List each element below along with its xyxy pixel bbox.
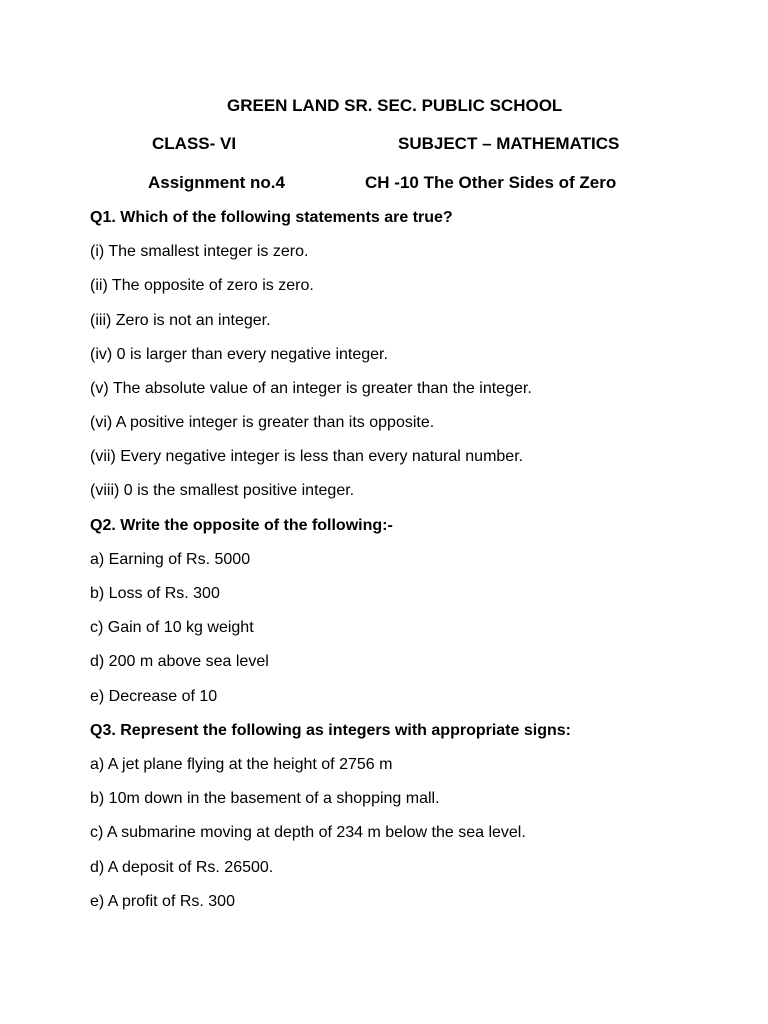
- q2-item: c) Gain of 10 kg weight: [90, 619, 254, 636]
- q1-item: (iv) 0 is larger than every negative integer.: [90, 346, 388, 363]
- q2-item: e) Decrease of 10: [90, 688, 218, 705]
- class-label: CLASS- VI: [152, 134, 237, 153]
- q1-item: (v) The absolute value of an integer is greater than the integer.: [90, 380, 532, 397]
- q1-item: (i) The smallest integer is zero.: [90, 243, 309, 260]
- q2-item: b) Loss of Rs. 300: [90, 585, 220, 602]
- question-2-title: Q2. Write the opposite of the following:-: [90, 517, 393, 534]
- q3-item: b) 10m down in the basement of a shopping mall.: [90, 790, 440, 807]
- q2-item: d) 200 m above sea level: [90, 653, 269, 670]
- subject-label: SUBJECT – MATHEMATICS: [398, 134, 620, 153]
- q1-item: (vii) Every negative integer is less than every natural number.: [90, 448, 524, 465]
- q3-item: e) A profit of Rs. 300: [90, 893, 235, 910]
- q2-item: a) Earning of Rs. 5000: [90, 551, 251, 568]
- assignment-label: Assignment no.4: [148, 173, 285, 192]
- q1-item: (iii) Zero is not an integer.: [90, 312, 271, 329]
- question-3-title: Q3. Represent the following as integers with appropriate signs:: [90, 722, 571, 739]
- question-1-title: Q1. Which of the following statements are true?: [90, 209, 453, 226]
- q3-item: d) A deposit of Rs. 26500.: [90, 859, 274, 876]
- q1-item: (ii) The opposite of zero is zero.: [90, 277, 314, 294]
- q1-item: (viii) 0 is the smallest positive integer.: [90, 482, 355, 499]
- school-name: GREEN LAND SR. SEC. PUBLIC SCHOOL: [227, 96, 563, 115]
- q3-item: a) A jet plane flying at the height of 2756 m: [90, 756, 393, 773]
- q1-item: (vi) A positive integer is greater than its opposite.: [90, 414, 435, 431]
- q3-item: c) A submarine moving at depth of 234 m below the sea level.: [90, 824, 526, 841]
- chapter-label: CH -10 The Other Sides of Zero: [365, 173, 617, 192]
